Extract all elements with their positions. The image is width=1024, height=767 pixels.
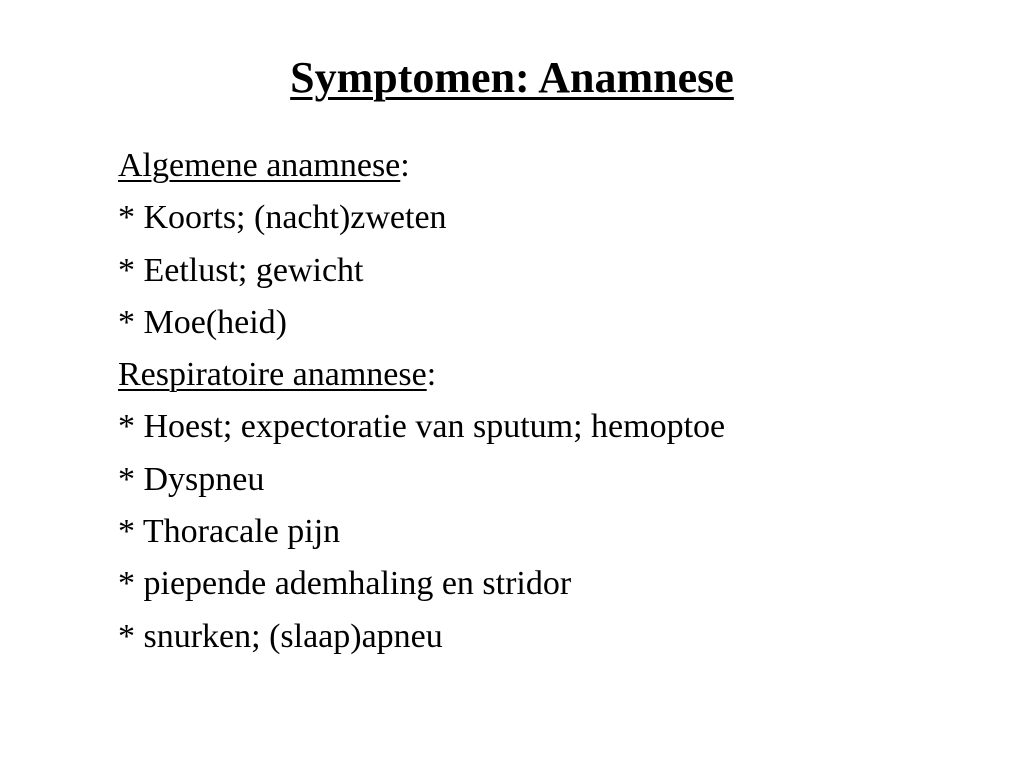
list-item: * Moe(heid) (118, 303, 288, 341)
slide-title: Symptomen: Anamnese (290, 53, 734, 102)
list-item: * Koorts; (nacht)zweten (118, 199, 447, 237)
list-item: * Eetlust; gewicht (118, 251, 364, 289)
heading-text: Algemene anamnese (118, 147, 401, 184)
section-heading-general (118, 140, 725, 192)
list-item: * Dyspneu (118, 460, 265, 498)
list-item: * Thoracale pijn (118, 513, 341, 551)
slide-body (118, 140, 725, 663)
list-item: * Hoest; expectoratie van sputum; hemoptoe (118, 408, 726, 446)
list-item: * snurken; (slaap)apneu (118, 617, 443, 655)
heading-text: Respiratoire anamnese (118, 356, 427, 394)
list-item: * piepende ademhaling en stridor (118, 565, 572, 603)
section-heading-respiratory (118, 349, 725, 401)
heading-colon: : (400, 147, 410, 184)
heading-colon: : (426, 356, 437, 394)
